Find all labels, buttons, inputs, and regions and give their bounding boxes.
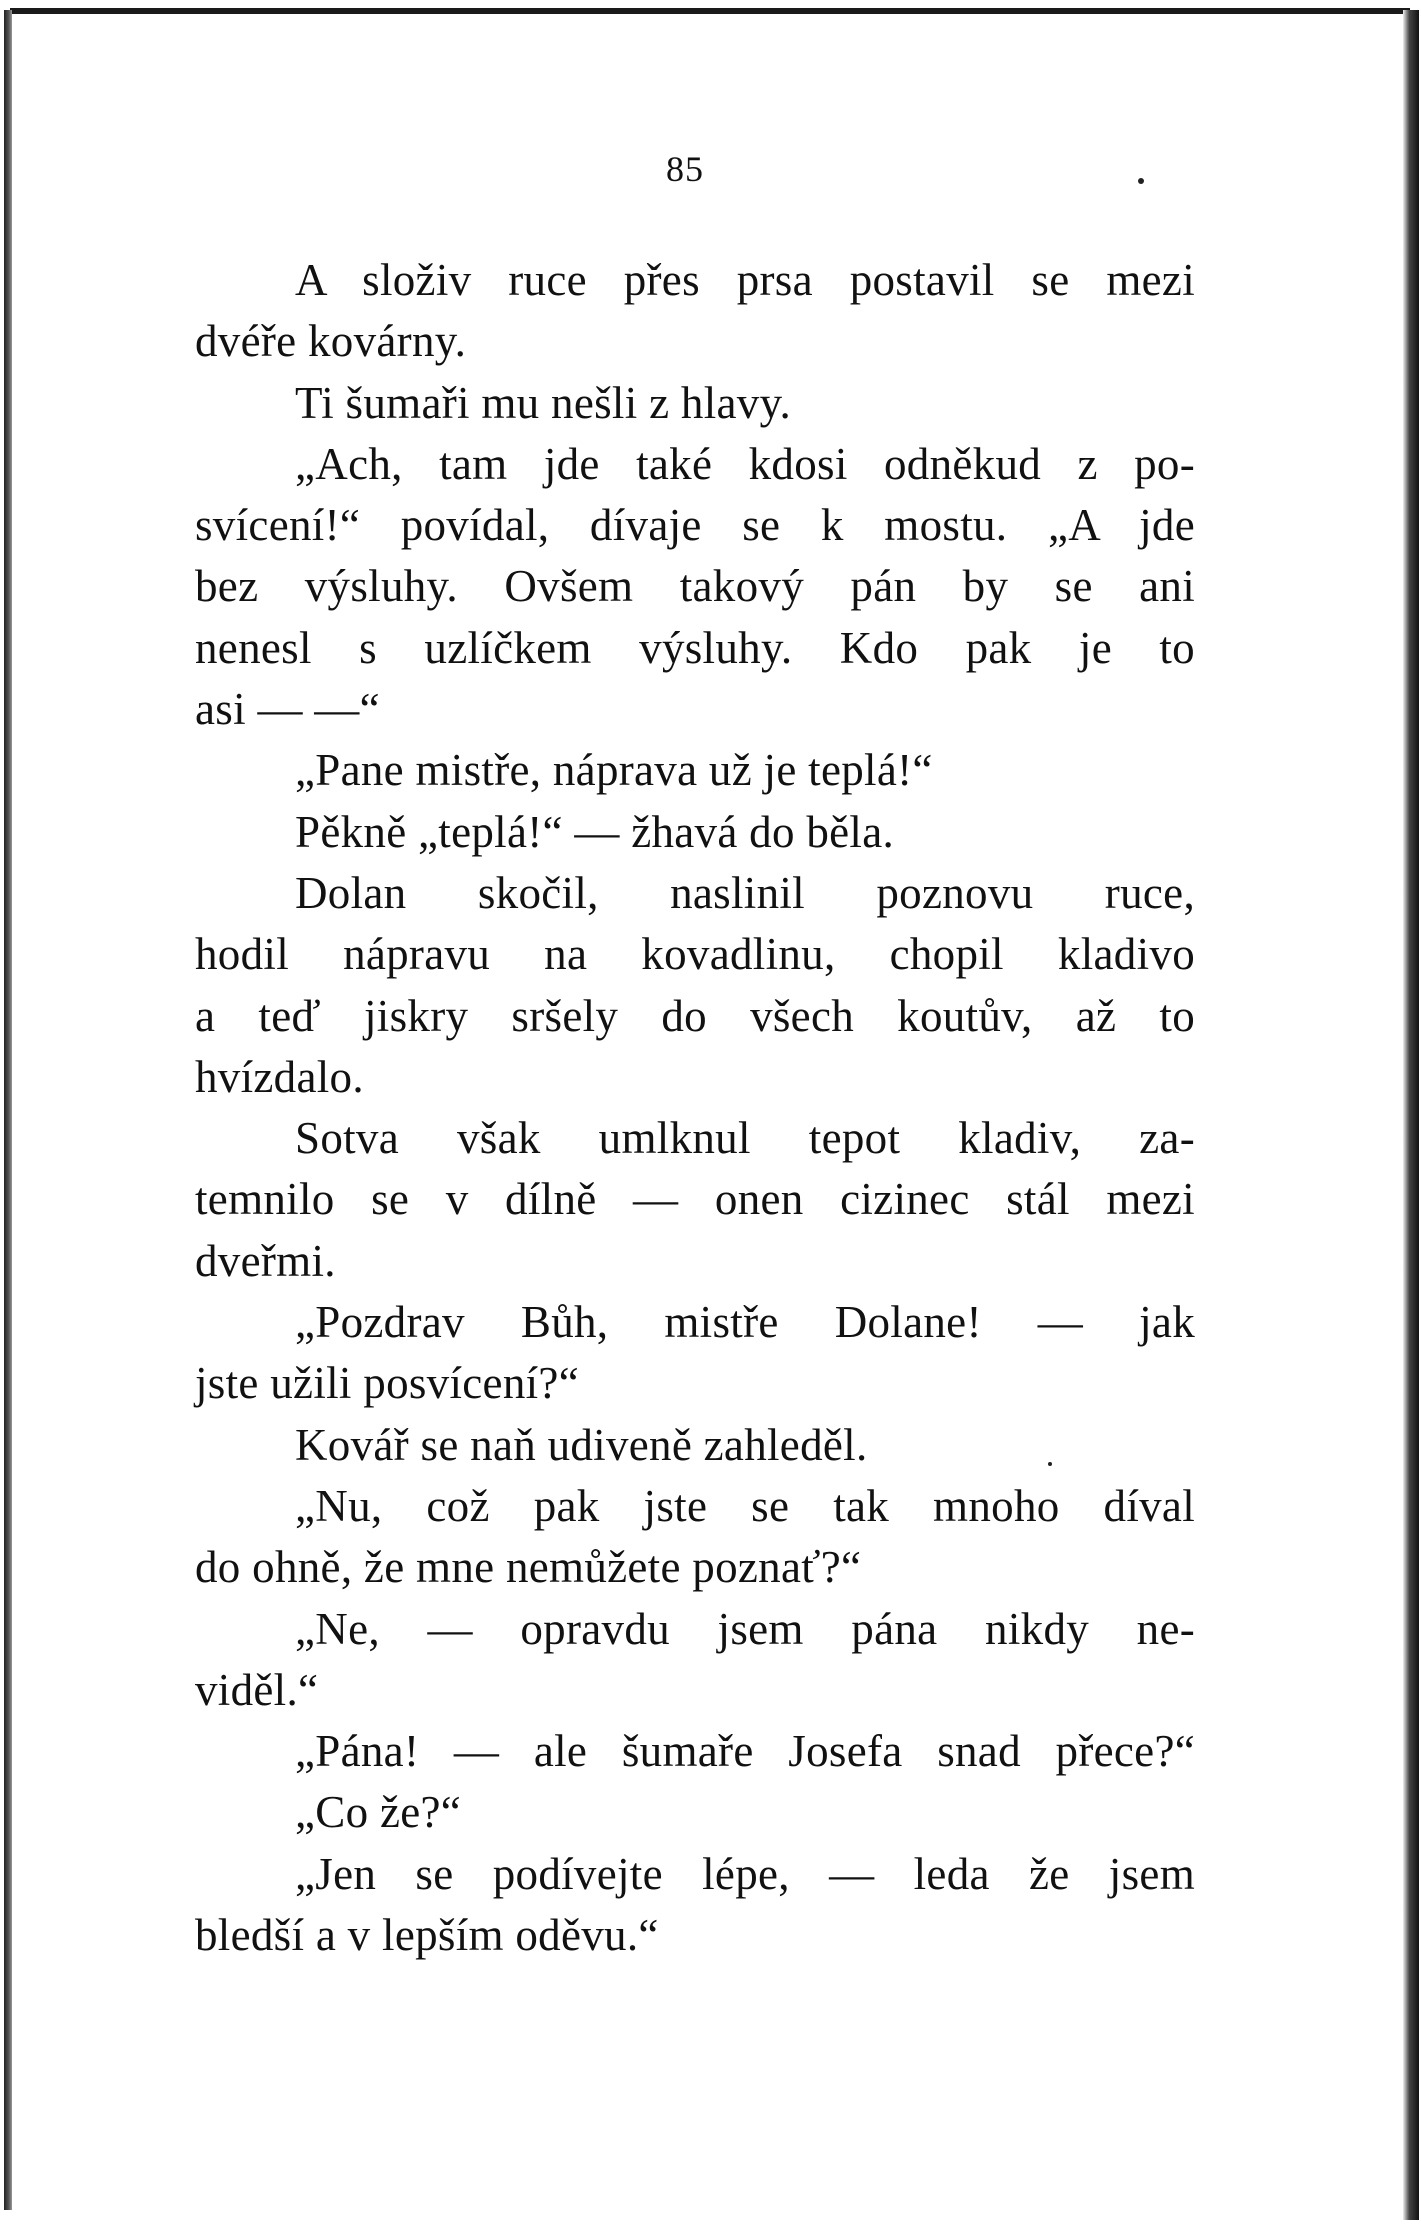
text-line: dvéře kovárny. (195, 316, 467, 367)
text-line: Ti šumaři mu nešli z hlavy. (295, 377, 792, 428)
text-line: nenesl s uzlíčkem výsluhy. Kdo pak je to (195, 622, 1195, 673)
text-line: dveřmi. (195, 1235, 336, 1286)
page-number: 85 (666, 149, 704, 189)
text-line: do ohně, že mne nemůžete poznať?“ (195, 1542, 862, 1593)
text-line: „Ach, tam jde také kdosi odněkud z po- (295, 438, 1195, 489)
scan-speck (1048, 1462, 1052, 1466)
text-line: „Pána! — ale šumaře Josefa snad přece?“ (295, 1726, 1195, 1777)
text-line: bez výsluhy. Ovšem takový pán by se ani (195, 561, 1195, 612)
text-line: „Nu, což pak jste se tak mnoho díval (295, 1480, 1195, 1531)
scan-border-right (1403, 10, 1419, 2220)
text-line: Dolan skočil, naslinil poznovu ruce, (295, 867, 1195, 918)
scan-border-left (4, 10, 12, 2210)
text-line: hodil nápravu na kovadlinu, chopil kladivo (195, 929, 1195, 980)
text-line: viděl.“ (195, 1664, 319, 1715)
text-line: svícení!“ povídal, dívaje se k mostu. „A jde (195, 500, 1195, 551)
body-text (195, 250, 1195, 1966)
text-line: a teď jiskry sršely do všech koutův, až to (195, 990, 1195, 1041)
text-line: bledší a v lepším oděvu.“ (195, 1910, 659, 1961)
text-line: A složiv ruce přes prsa postavil se mezi (295, 255, 1195, 305)
text-line: „Jen se podívejte lépe, — leda že jsem (295, 1848, 1195, 1899)
text-line: temnilo se v dílně — onen cizinec stál mezi (195, 1174, 1195, 1225)
text-line: „Co že?“ (295, 1787, 462, 1838)
text-line: asi — —“ (195, 684, 380, 735)
scan-border-top (10, 8, 1410, 14)
text-line: „Ne, — opravdu jsem pána nikdy ne- (295, 1603, 1195, 1654)
text-line: „Pane mistře, náprava už je teplá!“ (295, 745, 933, 796)
scan-speck (1138, 178, 1144, 184)
text-line: jste užili posvícení?“ (195, 1358, 579, 1409)
text-line: Kovář se naň udiveně zahleděl. (295, 1419, 868, 1470)
text-line: „Pozdrav Bůh, mistře Dolane! — jak (295, 1297, 1195, 1348)
text-line: Sotva však umlknul tepot kladiv, za- (295, 1113, 1195, 1164)
text-line: hvízdalo. (195, 1051, 364, 1102)
text-line: Pěkně „teplá!“ — žhavá do běla. (295, 806, 895, 857)
